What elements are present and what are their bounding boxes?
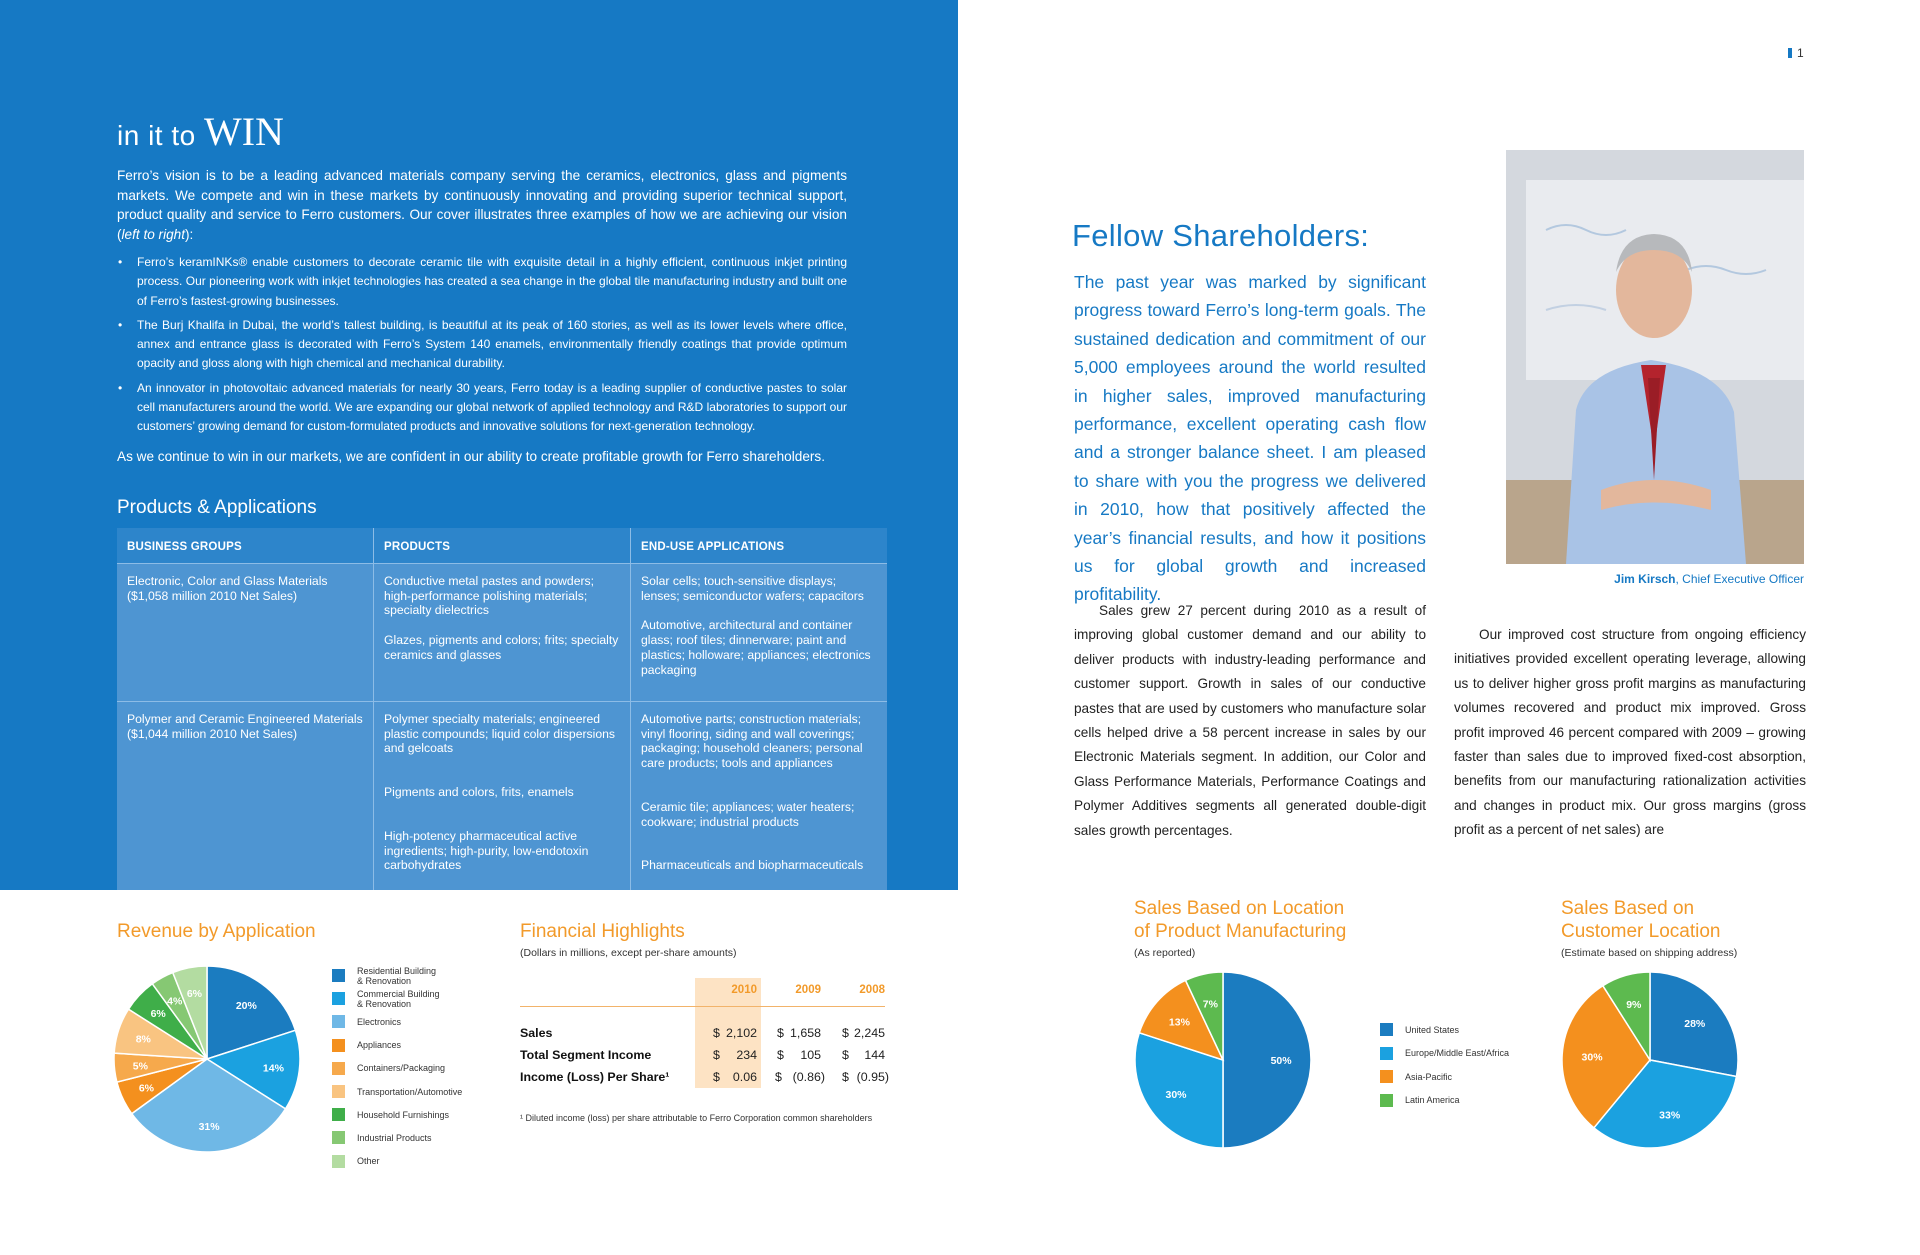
pie-slice-label: 5%: [132, 1060, 148, 1073]
bullet-keraminks: • Ferro’s keramINKs® enable customers to decorate ceramic tile with exquisite detail in a highly efficient, continuous inkjet printing process. Our pioneering work with inkjet technologies has created a sea change in the global tile manufacturing industry and built one of Ferro’s fastest-growing businesses.: [117, 253, 847, 311]
legend-label: Electronics: [357, 1016, 402, 1027]
pie-slice-label: 30%: [1581, 1051, 1603, 1064]
cell-applications: [630, 702, 887, 890]
table-header: [117, 528, 887, 564]
legend-swatch: [332, 1062, 345, 1075]
cell-products: [373, 564, 630, 701]
legend-label: United States: [1405, 1024, 1460, 1035]
product-item: High-potency pharmaceutical active ingredients; high-purity, low-endotoxin carbohydrates: [384, 828, 589, 873]
dollar-sign: $: [777, 1026, 784, 1040]
region-legend: [1380, 1018, 1509, 1112]
year-2009: 2009: [795, 984, 821, 996]
value-2009: 105: [800, 1048, 821, 1062]
legend-swatch: [1380, 1070, 1393, 1083]
legend-swatch: [1380, 1023, 1393, 1036]
manufacturing-location-pie-chart: [1133, 970, 1313, 1150]
dollar-sign: $: [777, 1048, 784, 1062]
products-applications-table: [117, 528, 887, 890]
table-row: [520, 1048, 885, 1070]
vision-intro: [117, 166, 847, 244]
legend-label: Residential Building & Renovation: [357, 965, 437, 986]
pie-slice-label: 6%: [150, 1008, 166, 1021]
revenue-chart-title: Revenue by Application: [117, 921, 316, 942]
value-2010: 234: [736, 1048, 757, 1062]
letter-column-1: Sales grew 27 percent during 2010 as a result of improving global customer demand and our ability to deliver products with industry-leading performance and customer support. Growth in sales of our conductive pastes that are used by customers who manufacture solar cells helped drive a 58 percent increase in sales by our Electronic Materials segment. In addition, our Color and Glass Performance Materials, Performance Coatings and Polymer Additives segments all generated double-digit sales growth percentages.: [1074, 603, 1426, 838]
customer-location-title: [1561, 897, 1720, 943]
legend-item: [332, 1010, 462, 1033]
pie-slice-label: 31%: [198, 1120, 220, 1133]
year-2010: 2010: [731, 984, 757, 996]
product-item: Pigments and colors, frits, enamels: [384, 785, 574, 800]
legend-item: [332, 987, 462, 1010]
group-name: Electronic, Color and Glass Materials: [127, 574, 328, 588]
letter-column-2: Our improved cost structure from ongoing efficiency initiatives provided excellent operating leverage, allowing us to deliver higher gross profit margins as manufacturing volumes recovered and product mix improved. Gross profit improved 46 percent compared with 2009 – growing faster than sales due to improved fixed-cost absorption, benefits from our manufacturing rationalization activities and changes in product mix. Our gross margins (gross profit as a percent of net sales) are: [1454, 627, 1806, 838]
title-big: WIN: [203, 109, 284, 154]
pie-slice-label: 8%: [135, 1033, 151, 1046]
legend-swatch: [332, 1039, 345, 1052]
legend-label: Other: [357, 1156, 380, 1167]
products-applications-title: Products & Applications: [117, 497, 317, 518]
portrait-illustration: [1506, 150, 1804, 564]
fellow-shareholders-heading: Fellow Shareholders:: [1072, 218, 1370, 253]
legend-label: Latin America: [1405, 1095, 1460, 1106]
pie-slice-label: 33%: [1659, 1109, 1681, 1122]
year-2008: 2008: [859, 984, 885, 996]
application-item: Automotive, architectural and container glass; roof tiles; dinnerware; paint and plastics; holloware; appliances; electronics packaging: [641, 618, 871, 677]
header-end-use: END-USE APPLICATIONS: [630, 528, 887, 563]
legend-swatch: [332, 1131, 345, 1144]
row-label: Total Segment Income: [520, 1048, 652, 1062]
pie-slice-label: 6%: [138, 1082, 155, 1095]
pie-slice-label: 6%: [186, 988, 203, 1001]
page-number-text: 1: [1797, 46, 1804, 60]
table-row: [117, 702, 887, 890]
title-line: Sales Based on: [1561, 898, 1695, 919]
dollar-sign: $: [775, 1070, 782, 1084]
group-sales: ($1,044 million 2010 Net Sales): [127, 726, 298, 741]
legend-label: Transportation/Automotive: [357, 1086, 463, 1097]
ceo-portrait-photo: [1506, 150, 1804, 564]
legend-swatch: [332, 992, 345, 1005]
page-number: [1788, 46, 1804, 60]
customer-location-pie-chart: [1560, 970, 1740, 1150]
legend-item: [332, 1057, 462, 1080]
legend-item: [332, 964, 462, 987]
table-row: [520, 1026, 885, 1048]
financial-highlights-subtitle: (Dollars in millions, except per-share amounts): [520, 947, 737, 959]
in-it-to-win-title: [117, 108, 284, 155]
legend-swatch: [332, 1015, 345, 1028]
dollar-sign: $: [713, 1070, 720, 1084]
legend-item: [332, 1034, 462, 1057]
table-row: [520, 1070, 889, 1092]
legend-label: Household Furnishings: [357, 1109, 450, 1120]
legend-item: [332, 1080, 462, 1103]
legend-item: [1380, 1065, 1509, 1089]
value-2010: 0.06: [732, 1070, 757, 1084]
dollar-sign: $: [842, 1070, 849, 1084]
pie-slice-label: 20%: [235, 999, 257, 1012]
vision-bullets: [117, 253, 847, 442]
legend-item: [332, 1103, 462, 1126]
letter-lead-paragraph: The past year was marked by significant progress toward Ferro’s long-term goals. The sustained dedication and commitment of our 5,000 employees around the world resulted in higher sales, improved manufacturing performance, excellent operating cash flow and a stronger balance sheet. I am pleased to share with you the progress we delivered in 2010, how that positively affected the year’s financial results, and how it positions us for global growth and increased profitability.: [1074, 272, 1426, 605]
product-item: Polymer specialty materials; engineered plastic compounds; liquid color dispersions and gelcoats: [384, 712, 616, 756]
cell-group: [117, 702, 373, 890]
table-row: [117, 564, 887, 702]
manufacturing-location-subtitle: (As reported): [1134, 947, 1196, 959]
legend-swatch: [1380, 1047, 1393, 1060]
cell-products: [373, 702, 630, 890]
page-number-marker: [1788, 48, 1792, 58]
value-2008: 2,245: [853, 1026, 885, 1040]
legend-item: [1380, 1089, 1509, 1113]
legend-label: Commercial Building & Renovation: [357, 988, 440, 1009]
value-2009: 1,658: [789, 1026, 821, 1040]
intro-end: ):: [185, 226, 194, 242]
financial-highlights-title: Financial Highlights: [520, 921, 685, 942]
intro-italic: left to right: [121, 226, 185, 242]
pie-slice-1: [1223, 972, 1311, 1148]
pie-slice-label: 14%: [262, 1062, 284, 1075]
intro-text: Ferro’s vision is to be a leading advanced materials company serving the ceramics, electronics, glass and pigments markets. We compete and win in these markets by continuously innovating and providing superior technical support, product quality and service to Ferro customers. Our cover illustrates three examples of how we are achieving our vision (: [117, 168, 847, 242]
row-label: Income (Loss) Per Share¹: [520, 1070, 670, 1084]
title-line: Customer Location: [1561, 921, 1721, 942]
application-item: Pharmaceuticals and biopharmaceuticals: [641, 858, 864, 873]
caption-role: , Chief Executive Officer: [1675, 572, 1804, 586]
dollar-sign: $: [713, 1026, 720, 1040]
legend-item: [332, 1126, 462, 1149]
legend-item: [332, 1150, 462, 1173]
divider: [520, 1006, 885, 1007]
manufacturing-location-title: [1134, 897, 1346, 943]
pie-slice-label: 4%: [167, 995, 183, 1008]
application-item: Solar cells; touch-sensitive displays; lenses; semiconductor wafers; capacitors: [641, 574, 864, 603]
financial-footnote: ¹ Diluted income (loss) per share attributable to Ferro Corporation common shareholders: [520, 1113, 873, 1123]
bullet-photovoltaic: • An innovator in photovoltaic advanced materials for nearly 30 years, Ferro today is a leading supplier of conductive pastes to solar cell manufacturers around the world. We are expanding our global network of applied technology and R&D laboratories to support our customers’ growing demand for custom-formulated products and innovative solutions for next-generation technology.: [117, 379, 847, 437]
closing-statement: As we continue to win in our markets, we are confident in our ability to create profitable growth for Ferro shareholders.: [117, 449, 825, 464]
legend-label: Appliances: [357, 1040, 402, 1051]
application-item: Ceramic tile; appliances; water heaters; cookware; industrial products: [641, 799, 855, 829]
photo-caption: [1506, 572, 1804, 586]
cell-group: [117, 564, 373, 701]
header-business-groups: BUSINESS GROUPS: [127, 541, 242, 553]
application-item: Automotive parts; construction materials; vinyl flooring, siding and wall coverings; packaging; household cleaners; personal care products; tools and appliances: [641, 712, 863, 771]
bullet-burj-khalifa: • The Burj Khalifa in Dubai, the world’s tallest building, is beautiful at its peak of 160 stories, as well as its lower levels where office, annex and entrance glass is decorated with Ferro’s System 140 enamels, environmentally friendly coatings that provide optimum opacity and gloss along with high chemical and mechanical durability.: [117, 316, 847, 374]
title-line: of Product Manufacturing: [1134, 921, 1347, 942]
pie-slice-label: 13%: [1168, 1016, 1190, 1029]
legend-label: Europe/Middle East/Africa: [1405, 1048, 1510, 1059]
legend-swatch: [332, 1108, 345, 1121]
revenue-pie-chart: [112, 964, 302, 1154]
legend-swatch: [332, 1085, 345, 1098]
group-sales: ($1,058 million 2010 Net Sales): [127, 588, 298, 603]
row-label: Sales: [520, 1026, 553, 1040]
value-2009: (0.86): [792, 1070, 825, 1084]
dollar-sign: $: [713, 1048, 720, 1062]
legend-item: [1380, 1018, 1509, 1042]
legend-label: Containers/Packaging: [357, 1063, 446, 1074]
revenue-legend: [332, 964, 462, 1173]
pie-slice-label: 50%: [1270, 1055, 1292, 1067]
legend-swatch: [332, 969, 345, 982]
title-small: in it to: [117, 120, 196, 151]
legend-swatch: [1380, 1094, 1393, 1107]
pie-slice-label: 7%: [1202, 998, 1218, 1011]
pie-slice-label: 28%: [1684, 1017, 1706, 1030]
cell-applications: [630, 564, 887, 701]
pie-slice-label: 30%: [1165, 1089, 1187, 1102]
product-item: Conductive metal pastes and powders; high-performance polishing materials; specialty dielectrics: [384, 574, 595, 618]
value-2010: 2,102: [725, 1026, 757, 1040]
dollar-sign: $: [842, 1026, 849, 1040]
customer-location-subtitle: (Estimate based on shipping address): [1561, 947, 1738, 959]
caption-name: Jim Kirsch: [1614, 572, 1676, 586]
legend-swatch: [332, 1155, 345, 1168]
value-2008: (0.95): [856, 1070, 889, 1084]
legend-label: Asia-Pacific: [1405, 1071, 1453, 1082]
group-name: Polymer and Ceramic Engineered Materials: [127, 712, 363, 726]
title-line: Sales Based on Location: [1134, 898, 1345, 919]
product-item: Glazes, pigments and colors; frits; specialty ceramics and glasses: [384, 633, 619, 662]
legend-label: Industrial Products: [357, 1132, 432, 1143]
legend-item: [1380, 1042, 1509, 1066]
dollar-sign: $: [842, 1048, 849, 1062]
header-products: PRODUCTS: [373, 528, 630, 563]
value-2008: 144: [864, 1048, 885, 1062]
pie-slice-label: 9%: [1626, 999, 1642, 1012]
